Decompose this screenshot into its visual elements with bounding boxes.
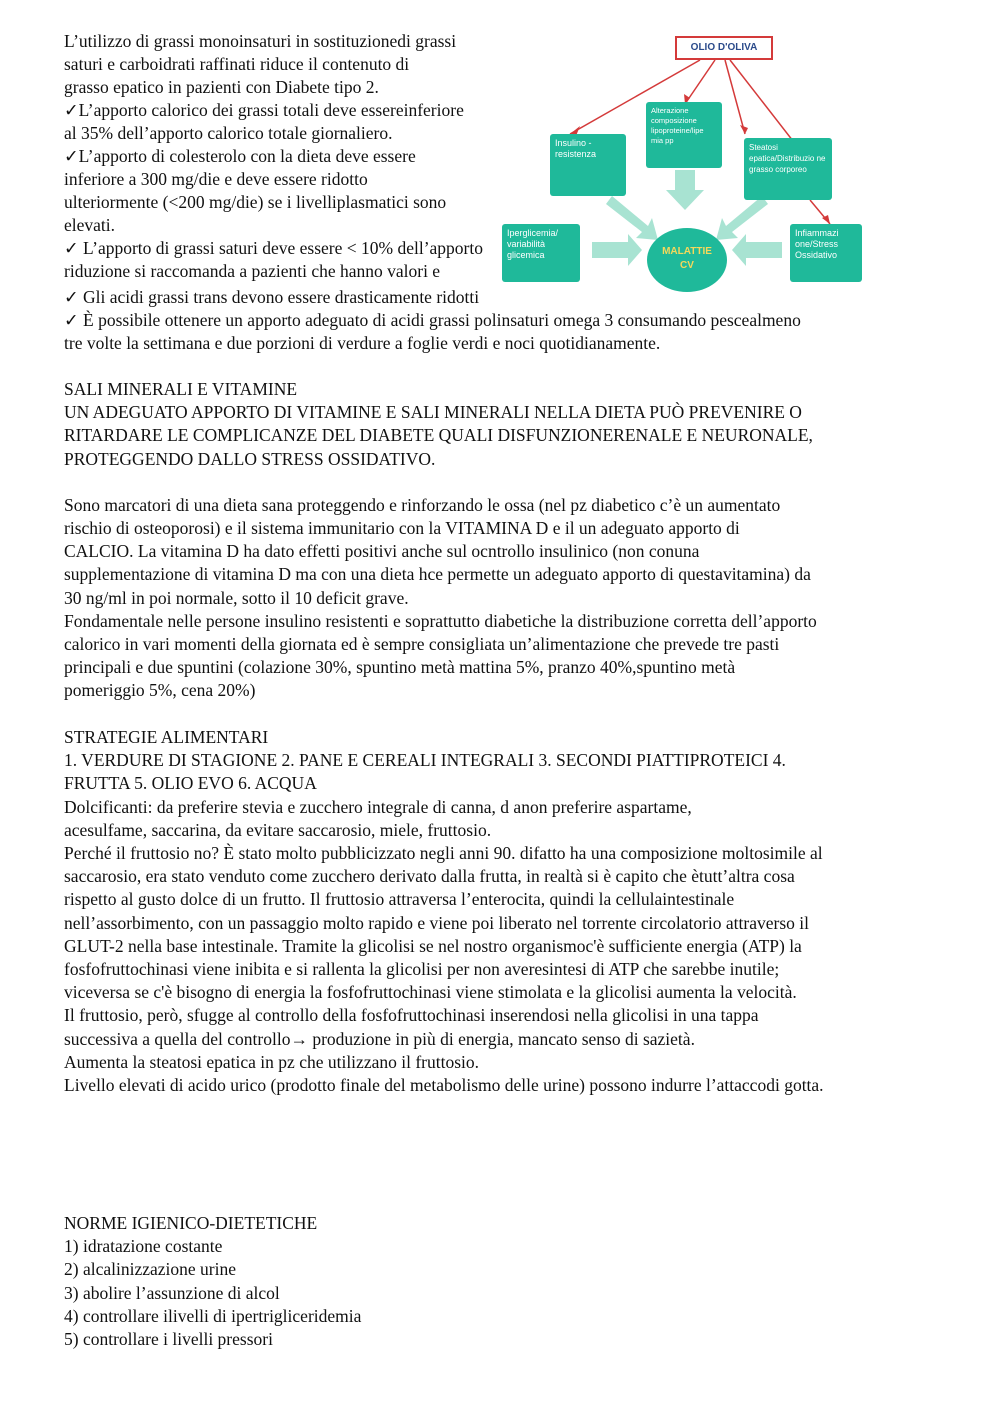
text-line: successiva a quella del controllo→ produzione in più di energia, mancato senso di sazietà. [64,1028,695,1049]
caps-line: RITARDARE LE COMPLICANZE DEL DIABETE QUALI DISFUNZIONERENALE E NEURONALE, [64,425,813,446]
center-line-2: CV [680,260,694,271]
text-line: GLUT-2 nella base intestinale. Tramite la glicolisi se nel nostro organismoc'è sufficiente energia (ATP) la [64,935,802,956]
intro-line: L’utilizzo di grassi monoinsaturi in sostituzionedi grassi [64,31,457,51]
text-line: rispetto al gusto dolce di un frutto. Il fruttosio attraversa l’enterocita, quindi la cellulaintestinale [64,889,735,910]
text-line: fosfofruttochinasi viene inibita e si rallenta la glicolisi per non averesintesi di ATP che sarebbe inutile; [64,959,780,980]
list-item: 3) abolire l’assunzione di alcol [64,1282,280,1303]
box-steatosi: Steatosi epatica/Distribuzio ne grasso corporeo [744,138,832,200]
box-infiammazione: Infiammazi one/Stress Ossidativo [790,224,862,282]
text-line: FRUTTA 5. OLIO EVO 6. ACQUA [64,773,317,794]
intro-line: ✓ L’apporto di grassi saturi deve essere < 10% dell’apporto [64,238,483,258]
text-line: pomeriggio 5%, cena 20%) [64,680,256,701]
text-line: acesulfame, saccarina, da evitare saccarosio, miele, fruttosio. [64,819,492,840]
text-line: nell’assorbimento, con un passaggio molto rapido e viene poi liberato nel torrente circolatorio attraverso il [64,912,809,933]
intro-line: ✓L’apporto calorico dei grassi totali deve essereinferiore [64,100,464,120]
norme-section [64,1212,944,1351]
text-line: Il fruttosio, però, sfugge al controllo della fosfofruttochinasi inserendosi nella glicolisi in una tappa [64,1005,759,1026]
text-line: Dolcificanti: da preferire stevia e zucchero integrale di canna, d anon preferire aspartame, [64,796,692,817]
center-line-1: MALATTIE [662,246,712,257]
intro-line: ✓L’apporto di colesterolo con la dieta deve essere [64,146,416,166]
text-line: 1. VERDURE DI STAGIONE 2. PANE E CEREALI INTEGRALI 3. SECONDI PIATTIPROTEICI 4. [64,750,786,771]
caps-line: PROTEGGENDO DALLO STRESS OSSIDATIVO. [64,448,436,469]
list-item: 2) alcalinizzazione urine [64,1259,236,1280]
sali-section [64,378,944,703]
list-item: 5) controllare i livelli pressori [64,1329,273,1350]
intro-line: al 35% dell’apporto calorico totale giornaliero. [64,123,393,143]
intro-line: ulteriormente (<200 mg/die) se i livelliplasmatici sono [64,192,447,212]
section-heading: SALI MINERALI E VITAMINE [64,379,298,399]
box-insulino-resistenza: Insulino - resistenza [550,134,626,196]
intro-line: grasso epatico in pazienti con Diabete tipo 2. [64,77,379,97]
diagram-title: OLIO D'OLIVA [675,36,773,60]
omega-text-block [64,286,944,356]
text-line: supplementazione di vitamina D ma con una dieta hce permette un adeguato apporto di questavitamina) da [64,564,811,585]
text-line: ✓ Gli acidi grassi trans devono essere drasticamente ridotti [64,287,480,307]
strategie-section [64,726,944,1097]
text-line: CALCIO. La vitamina D ha dato effetti positivi anche sul ocntrollo insulinico (non conuna [64,541,700,562]
text-line: Livello elevati di acido urico (prodotto finale del metabolismo delle urine) possono indurre l’attaccodi gotta. [64,1075,824,1096]
text-line: viceversa se c'è bisogno di energia la fosfofruttochinasi viene stimolata e la glicolisi aumenta la velocità. [64,982,797,1003]
section-heading: STRATEGIE ALIMENTARI [64,727,269,747]
text-line: Aumenta la steatosi epatica in pz che utilizzano il fruttosio. [64,1051,480,1072]
list-item: 4) controllare ilivelli di ipertrigliceridemia [64,1305,362,1326]
text-line: 30 ng/ml in poi normale, sotto il 10 deficit grave. [64,587,409,608]
intro-line: saturi e carboidrati raffinati riduce il contenuto di [64,54,410,74]
text-line: calorico in vari momenti della giornata ed è sempre consigliata un’alimentazione che prevede tre pasti [64,634,780,655]
intro-line: riduzione si raccomanda a pazienti che hanno valori e [64,261,441,281]
intro-text-block [64,30,564,283]
text-line: saccarosio, era stato venduto come zucchero derivato dalla frutta, in realtà si è capito che ètutt’altra cosa [64,866,795,887]
text-line: Sono marcatori di una dieta sana proteggendo e rinforzando le ossa (nel pz diabetico c’è un aumentato [64,494,781,515]
intro-line: inferiore a 300 mg/die e deve essere ridotto [64,169,368,189]
list-item: 1) idratazione costante [64,1236,223,1257]
box-iperglicemia: Iperglicemia/ variabilità glicemica [502,224,580,282]
section-heading: NORME IGIENICO-DIETETICHE [64,1213,318,1233]
text-line: ✓ È possibile ottenere un apporto adeguato di acidi grassi polinsaturi omega 3 consumando pescealmeno [64,310,801,331]
center-malattie-cv [647,228,727,292]
olive-oil-diagram [500,28,880,290]
text-line: Fondamentale nelle persone insulino resistenti e soprattutto diabetiche la distribuzione corretta dell’apporto [64,610,817,631]
text-line: Perché il fruttosio no? È stato molto pubblicizzato negli anni 90. difatto ha una composizione moltosimile al [64,843,823,864]
text-line: principali e due spuntini (colazione 30%, spuntino metà mattina 5%, pranzo 40%,spuntino metà [64,657,736,678]
text-line: tre volte la settimana e due porzioni di verdure a foglie verdi e noci quotidianamente. [64,333,661,354]
intro-line: elevati. [64,215,116,235]
text-line: rischio di osteoporosi) e il sistema immunitario con la VITAMINA D e il un adeguato apporto di [64,518,740,539]
caps-line: UN ADEGUATO APPORTO DI VITAMINE E SALI MINERALI NELLA DIETA PUÒ PREVENIRE O [64,402,802,423]
box-alterazione: Alterazione composizione lipoproteine/lipe mia pp [646,102,722,168]
